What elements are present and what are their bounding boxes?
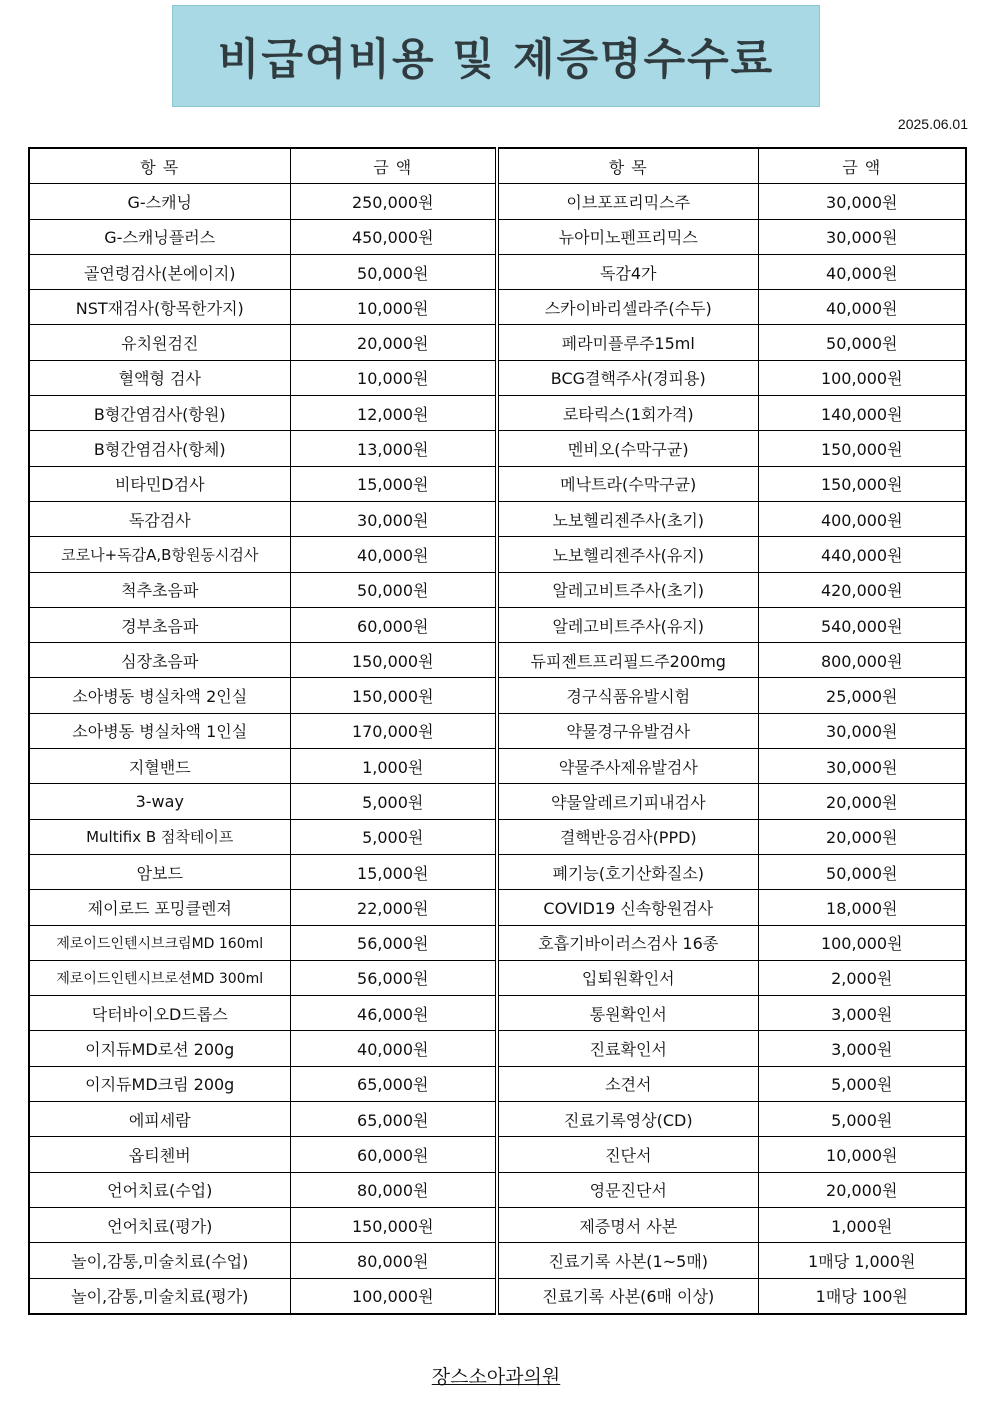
fee-amount-right: 5,000원 [758,1102,966,1137]
fee-item-right: 진료기록 사본(1~5매) [497,1243,758,1278]
fee-item-left: 소아병동 병실차액 1인실 [29,713,290,748]
fee-item-right: 노보헬리젠주사(초기) [497,501,758,536]
fee-amount-left: 10,000원 [290,360,497,395]
fee-item-right: 로타릭스(1회가격) [497,396,758,431]
fee-item-right: 노보헬리젠주사(유지) [497,537,758,572]
fee-amount-left: 15,000원 [290,466,497,501]
fee-amount-left: 56,000원 [290,925,497,960]
table-row [29,1243,966,1278]
fee-amount-right: 420,000원 [758,572,966,607]
fee-item-right: 뉴아미노펜프리믹스 [497,219,758,254]
fee-amount-right: 100,000원 [758,925,966,960]
fee-amount-right: 30,000원 [758,184,966,219]
fee-amount-left: 60,000원 [290,1137,497,1172]
fee-item-left: 코로나+독감A,B항원동시검사 [29,537,290,572]
table-row [29,749,966,784]
fee-amount-left: 46,000원 [290,996,497,1031]
fee-item-left: 제로이드인텐시브크림MD 160ml [29,925,290,960]
table-row [29,290,966,325]
fee-amount-right: 100,000원 [758,360,966,395]
fee-amount-right: 400,000원 [758,501,966,536]
header-amount-right: 금 액 [758,148,966,184]
fee-table [28,147,967,1315]
table-row [29,607,966,642]
table-row [29,713,966,748]
effective-date: 2025.06.01 [897,116,968,132]
fee-item-right: 약물주사제유발검사 [497,749,758,784]
table-row [29,960,966,995]
fee-table-body [29,184,966,1314]
table-row [29,466,966,501]
fee-item-right: 이브포프리믹스주 [497,184,758,219]
table-row [29,890,966,925]
fee-amount-left: 150,000원 [290,678,497,713]
fee-amount-left: 50,000원 [290,254,497,289]
fee-amount-right: 18,000원 [758,890,966,925]
table-row [29,784,966,819]
table-row [29,396,966,431]
fee-amount-left: 13,000원 [290,431,497,466]
fee-amount-right: 20,000원 [758,1172,966,1207]
fee-item-left: B형간염검사(항체) [29,431,290,466]
fee-item-left: 혈액형 검사 [29,360,290,395]
fee-item-left: 제로이드인텐시브로션MD 300ml [29,960,290,995]
fee-amount-right: 25,000원 [758,678,966,713]
fee-amount-right: 30,000원 [758,749,966,784]
fee-item-left: G-스캐닝플러스 [29,219,290,254]
fee-item-left: 척추초음파 [29,572,290,607]
fee-item-left: 골연령검사(본에이지) [29,254,290,289]
fee-item-right: 페라미플루주15ml [497,325,758,360]
fee-item-right: 스카이바리셀라주(수두) [497,290,758,325]
fee-amount-right: 20,000원 [758,819,966,854]
table-row [29,537,966,572]
fee-amount-left: 150,000원 [290,1207,497,1242]
fee-amount-right: 5,000원 [758,1066,966,1101]
fee-item-right: 약물알레르기피내검사 [497,784,758,819]
fee-amount-left: 150,000원 [290,643,497,678]
fee-item-left: 놀이,감통,미술치료(평가) [29,1278,290,1314]
fee-item-left: 언어치료(수업) [29,1172,290,1207]
fee-amount-left: 10,000원 [290,290,497,325]
footer [0,1362,992,1389]
fee-amount-left: 65,000원 [290,1102,497,1137]
fee-item-left: 소아병동 병실차액 2인실 [29,678,290,713]
table-row [29,184,966,219]
fee-item-right: 독감4가 [497,254,758,289]
fee-amount-right: 440,000원 [758,537,966,572]
fee-item-right: 진단서 [497,1137,758,1172]
table-row [29,325,966,360]
table-header-row [29,148,966,184]
fee-amount-left: 1,000원 [290,749,497,784]
table-row [29,572,966,607]
fee-item-left: 이지듀MD크림 200g [29,1066,290,1101]
fee-amount-left: 170,000원 [290,713,497,748]
fee-amount-left: 12,000원 [290,396,497,431]
fee-amount-right: 50,000원 [758,325,966,360]
fee-amount-left: 250,000원 [290,184,497,219]
fee-item-right: 멘비오(수막구균) [497,431,758,466]
fee-amount-left: 40,000원 [290,1031,497,1066]
fee-item-right: 소견서 [497,1066,758,1101]
fee-amount-left: 5,000원 [290,784,497,819]
fee-amount-left: 80,000원 [290,1172,497,1207]
fee-amount-right: 140,000원 [758,396,966,431]
table-row [29,360,966,395]
table-row [29,854,966,889]
fee-amount-left: 450,000원 [290,219,497,254]
fee-item-left: 유치원검진 [29,325,290,360]
title-banner [172,5,820,107]
fee-item-left: 제이로드 포밍클렌져 [29,890,290,925]
clinic-name: 장스소아과의원 [431,1366,561,1388]
fee-amount-right: 3,000원 [758,1031,966,1066]
header-item-right: 항 목 [497,148,758,184]
table-row [29,431,966,466]
fee-amount-left: 100,000원 [290,1278,497,1314]
fee-item-right: 메낙트라(수막구균) [497,466,758,501]
fee-amount-left: 20,000원 [290,325,497,360]
table-row [29,1207,966,1242]
table-row [29,1172,966,1207]
fee-item-right: 통원확인서 [497,996,758,1031]
fee-item-right: 진료기록영상(CD) [497,1102,758,1137]
fee-amount-right: 150,000원 [758,431,966,466]
fee-item-left: 옵티첸버 [29,1137,290,1172]
table-row [29,996,966,1031]
fee-amount-left: 65,000원 [290,1066,497,1101]
fee-item-right: 폐기능(호기산화질소) [497,854,758,889]
fee-item-right: 약물경구유발검사 [497,713,758,748]
fee-item-right: 알레고비트주사(초기) [497,572,758,607]
table-row [29,643,966,678]
fee-item-left: 3-way [29,784,290,819]
fee-item-left: G-스캐닝 [29,184,290,219]
fee-amount-right: 2,000원 [758,960,966,995]
fee-item-left: 심장초음파 [29,643,290,678]
fee-item-left: 이지듀MD로션 200g [29,1031,290,1066]
fee-amount-right: 150,000원 [758,466,966,501]
fee-amount-right: 30,000원 [758,219,966,254]
fee-amount-right: 3,000원 [758,996,966,1031]
fee-amount-right: 1매당 1,000원 [758,1243,966,1278]
fee-item-right: 알레고비트주사(유지) [497,607,758,642]
fee-amount-right: 1,000원 [758,1207,966,1242]
header-item-left: 항 목 [29,148,290,184]
fee-item-left: 독감검사 [29,501,290,536]
fee-item-left: Multifix B 점착테이프 [29,819,290,854]
fee-amount-left: 40,000원 [290,537,497,572]
fee-item-right: 진료확인서 [497,1031,758,1066]
fee-item-left: 경부초음파 [29,607,290,642]
fee-amount-right: 30,000원 [758,713,966,748]
fee-item-left: NST재검사(항목한가지) [29,290,290,325]
table-row [29,1102,966,1137]
fee-item-right: 결핵반응검사(PPD) [497,819,758,854]
fee-item-right: 듀피젠트프리필드주200mg [497,643,758,678]
fee-item-left: B형간염검사(항원) [29,396,290,431]
fee-amount-left: 80,000원 [290,1243,497,1278]
table-row [29,819,966,854]
fee-item-right: 입퇴원확인서 [497,960,758,995]
table-row [29,1066,966,1101]
table-row [29,1031,966,1066]
fee-amount-right: 540,000원 [758,607,966,642]
fee-item-right: 영문진단서 [497,1172,758,1207]
table-row [29,219,966,254]
fee-item-right: 제증명서 사본 [497,1207,758,1242]
fee-item-left: 비타민D검사 [29,466,290,501]
fee-amount-right: 40,000원 [758,290,966,325]
fee-item-left: 지혈밴드 [29,749,290,784]
fee-item-right: 호흡기바이러스검사 16종 [497,925,758,960]
fee-item-left: 놀이,감통,미술치료(수업) [29,1243,290,1278]
table-row [29,925,966,960]
fee-item-right: COVID19 신속항원검사 [497,890,758,925]
table-row [29,254,966,289]
fee-amount-right: 40,000원 [758,254,966,289]
table-row [29,1278,966,1314]
header-amount-left: 금 액 [290,148,497,184]
fee-amount-left: 60,000원 [290,607,497,642]
fee-amount-left: 56,000원 [290,960,497,995]
fee-item-right: 진료기록 사본(6매 이상) [497,1278,758,1314]
page-title: 비급여비용 및 제증명수수료 [217,34,775,85]
fee-amount-right: 20,000원 [758,784,966,819]
fee-item-right: BCG결핵주사(경피용) [497,360,758,395]
table-row [29,501,966,536]
fee-item-left: 암보드 [29,854,290,889]
table-row [29,678,966,713]
table-row [29,1137,966,1172]
fee-amount-left: 22,000원 [290,890,497,925]
fee-item-left: 언어치료(평가) [29,1207,290,1242]
fee-amount-left: 50,000원 [290,572,497,607]
fee-amount-left: 30,000원 [290,501,497,536]
fee-amount-right: 50,000원 [758,854,966,889]
fee-item-right: 경구식품유발시험 [497,678,758,713]
fee-amount-left: 15,000원 [290,854,497,889]
fee-amount-right: 10,000원 [758,1137,966,1172]
fee-item-left: 에피세람 [29,1102,290,1137]
fee-amount-left: 5,000원 [290,819,497,854]
fee-item-left: 닥터바이오D드롭스 [29,996,290,1031]
fee-amount-right: 800,000원 [758,643,966,678]
fee-amount-right: 1매당 100원 [758,1278,966,1314]
